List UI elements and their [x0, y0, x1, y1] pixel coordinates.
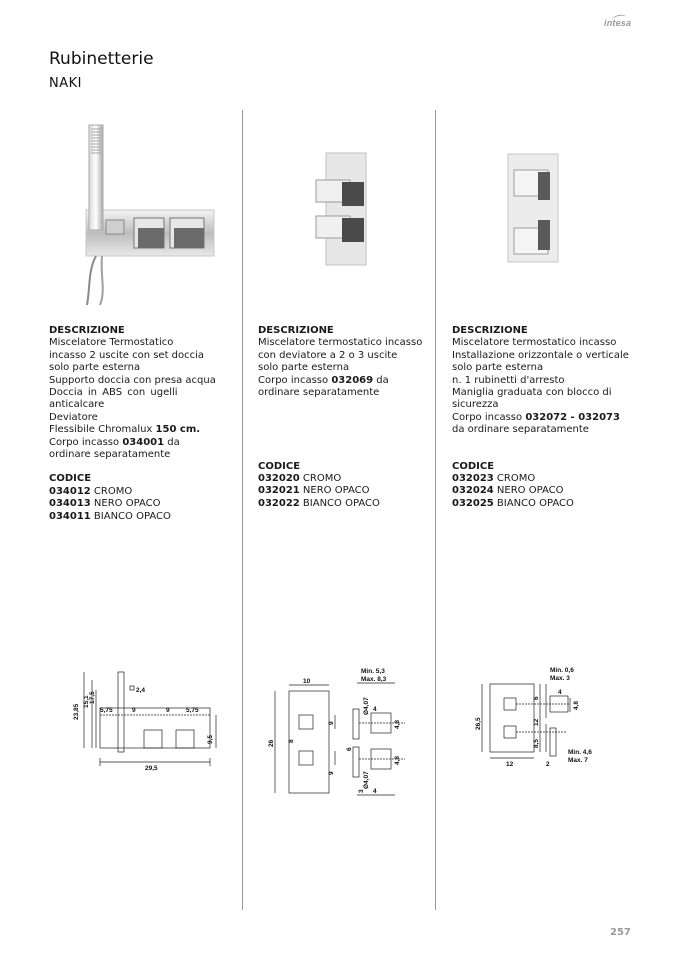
description-line: Corpo incasso 032072 - 032073	[452, 411, 620, 423]
dimension-label: 4,8	[394, 755, 401, 765]
technical-drawing-3	[470, 662, 610, 772]
dimension-label: Min. 4,6	[568, 749, 592, 756]
description-line: Deviatore	[49, 411, 98, 423]
description-line: Corpo incasso 034001 da	[49, 436, 180, 448]
dimension-label: 12	[533, 718, 540, 726]
dimension-label: 4,8	[394, 719, 401, 729]
description-heading: DESCRIZIONE	[49, 325, 125, 336]
dimension-label: 23,85	[73, 703, 80, 720]
dimension-label: Ø4,07	[363, 771, 370, 789]
dimension-label: 10	[303, 678, 311, 685]
description-line: solo parte esterna	[258, 362, 350, 374]
product-column-2	[258, 325, 433, 510]
description-line: Installazione orizzontale o verticale	[452, 349, 629, 361]
dimension-label: 5,75	[100, 707, 113, 714]
product-code: 034012 CROMO	[49, 485, 133, 497]
product-code: 034011 BIANCO OPACO	[49, 510, 171, 522]
dimension-label: 9	[166, 707, 170, 714]
description-heading: DESCRIZIONE	[258, 325, 334, 336]
product-photo-vertical-thermostat	[312, 150, 372, 270]
dimension-label: 15,1	[83, 695, 90, 708]
description-line: solo parte esterna	[49, 362, 141, 374]
dimension-label: 4,8	[573, 700, 580, 710]
dimension-label: 9	[328, 721, 335, 725]
product-code: 032025 BIANCO OPACO	[452, 497, 574, 509]
brand-logo: intesa	[604, 18, 632, 28]
dimension-label: 4	[373, 706, 377, 713]
dimension-label: 29,5	[145, 765, 158, 772]
dimension-label: 2,4	[136, 687, 146, 694]
dimension-label: 8,5	[533, 738, 540, 748]
dimension-label: 4	[373, 788, 377, 795]
description-line: ordinare separatamente	[49, 449, 171, 461]
description-line: da ordinare separatamente	[452, 424, 589, 436]
dimension-label: Max. 7	[568, 757, 588, 764]
description-line: con deviatore a 2 o 3 uscite	[258, 349, 398, 361]
description-line: solo parte esterna	[452, 362, 544, 374]
dimension-label: Max. 3	[550, 675, 570, 682]
page-number: 257	[610, 927, 631, 938]
product-code: 032020 CROMO	[258, 473, 342, 485]
dimension-label: 12	[506, 761, 514, 768]
product-code: 032022 BIANCO OPACO	[258, 497, 380, 509]
dimension-label: 9	[132, 707, 136, 714]
dimension-label: 2	[546, 761, 550, 768]
description-line: sicurezza	[452, 399, 499, 411]
page-title: Rubinetterie	[49, 49, 154, 69]
description-line: Miscelatore termostatico incasso	[452, 337, 617, 349]
dimension-label: 26	[268, 739, 275, 747]
description-line: Flessibile Chromalux 150 cm.	[49, 424, 201, 436]
code-heading: CODICE	[258, 460, 301, 472]
dimension-label: 6	[533, 696, 540, 700]
dimension-label: 17,5	[89, 691, 96, 704]
dimension-label: 6	[346, 747, 353, 751]
code-heading: CODICE	[452, 460, 495, 472]
description-line: Miscelatore Termostatico	[49, 337, 174, 349]
dimension-label: 9	[328, 771, 335, 775]
description-line: Doccia in ABS con ugelli anticalcare	[49, 387, 178, 411]
description-line: ordinare separatamente	[258, 387, 380, 399]
technical-drawing-1	[70, 660, 220, 775]
dimension-label: Max. 8,3	[361, 676, 387, 683]
dimension-label: 8	[288, 739, 295, 743]
description-line: Maniglia graduata con blocco di	[452, 387, 612, 399]
dimension-label: 4	[558, 689, 562, 696]
technical-drawing-2	[265, 665, 415, 800]
code-heading: CODICE	[49, 473, 92, 485]
column-divider	[242, 110, 243, 910]
dimension-label: Min. 0,6	[550, 667, 574, 674]
description-line: Corpo incasso 032069 da	[258, 374, 389, 386]
product-code: 032023 CROMO	[452, 473, 536, 485]
product-code: 034013 NERO OPACO	[49, 498, 161, 510]
page-subtitle: NAKI	[49, 76, 82, 91]
column-divider	[435, 110, 436, 910]
product-photo-thermostat-stop-valve	[502, 150, 562, 265]
description-line: Supporto doccia con presa acqua	[49, 374, 216, 386]
product-column-3	[452, 325, 642, 510]
dimension-label: 5,75	[186, 707, 199, 714]
description-line: n. 1 rubinetti d'arresto	[452, 374, 565, 386]
dimension-label: 9,5	[207, 734, 214, 744]
description-line: incasso 2 uscite con set doccia	[49, 349, 205, 361]
product-column-1	[49, 325, 234, 523]
product-code: 032024 NERO OPACO	[452, 485, 564, 497]
product-photo-shower-set	[78, 120, 223, 310]
dimension-label: Min. 5,3	[361, 668, 385, 675]
dimension-label: Ø4,07	[363, 697, 370, 715]
description-heading: DESCRIZIONE	[452, 325, 528, 336]
description-line: Miscelatore termostatico incasso	[258, 337, 423, 349]
dimension-label: 26,5	[475, 717, 482, 730]
dimension-label: 3	[358, 789, 365, 793]
product-code: 032021 NERO OPACO	[258, 485, 370, 497]
